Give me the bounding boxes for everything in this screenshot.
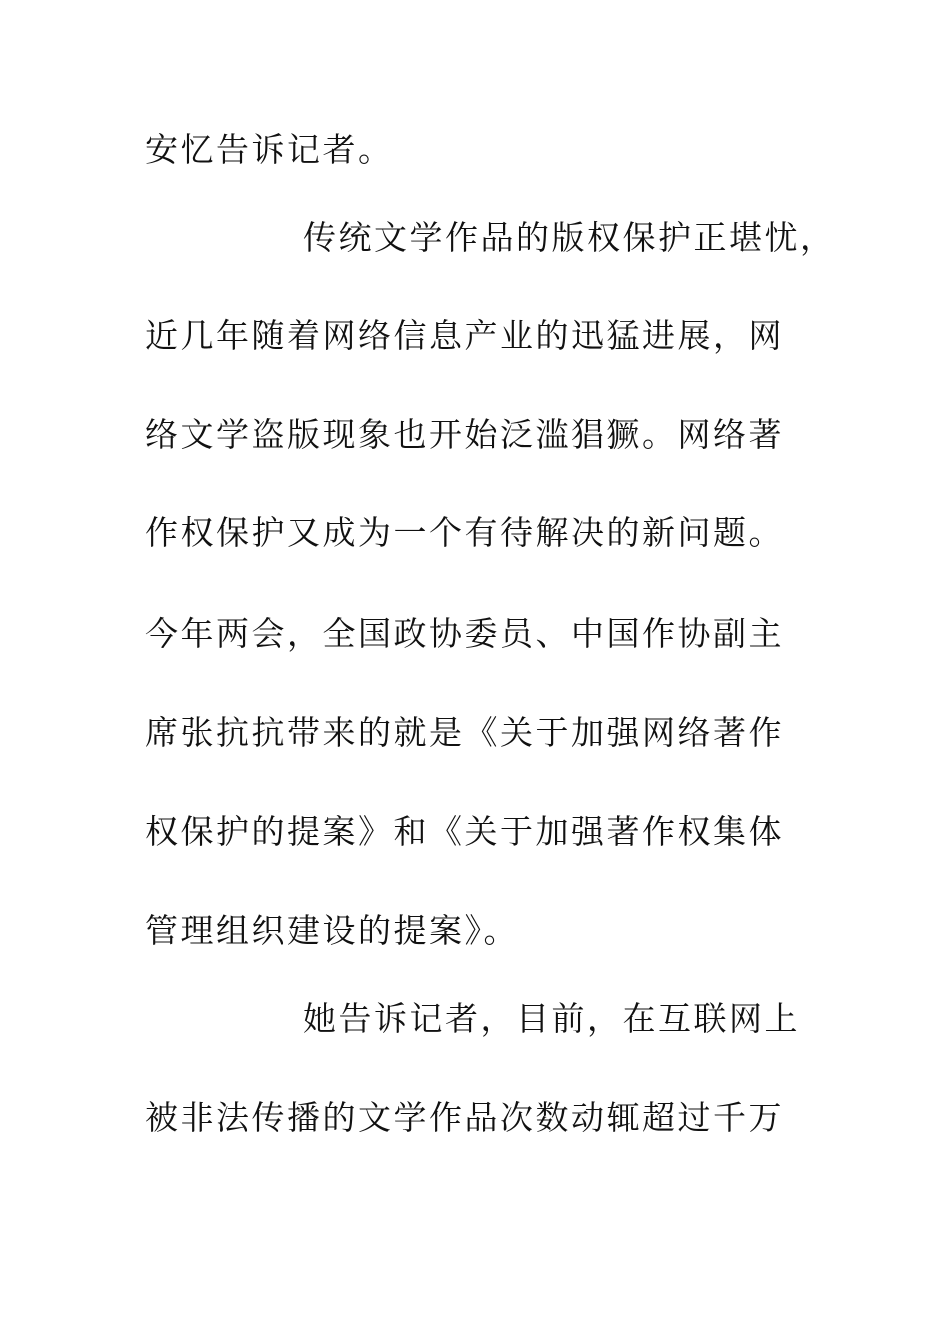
text-line: 被非法传播的文学作品次数动辄超过千万 — [145, 1098, 784, 1137]
text-line: 席张抗抗带来的就是《关于加强网络著作 — [145, 713, 784, 752]
text-line: 作权保护又成为一个有待解决的新问题。 — [145, 513, 784, 552]
text-line: 近几年随着网络信息产业的迅猛进展，网 — [145, 316, 784, 355]
text-line: 络文学盗版现象也开始泛滥猖獗。网络著 — [145, 415, 784, 454]
text-line: 权保护的提案》和《关于加强著作权集体 — [145, 812, 784, 851]
text-line: 管理组织建设的提案》。 — [145, 911, 519, 950]
paragraph-start-line: 传统文学作品的版权保护正堪忧， — [303, 218, 836, 257]
paragraph-start-line: 她告诉记者，目前，在互联网上 — [303, 999, 800, 1038]
text-line: 安忆告诉记者。 — [145, 130, 394, 169]
text-line: 今年两会，全国政协委员、中国作协副主 — [145, 614, 784, 653]
